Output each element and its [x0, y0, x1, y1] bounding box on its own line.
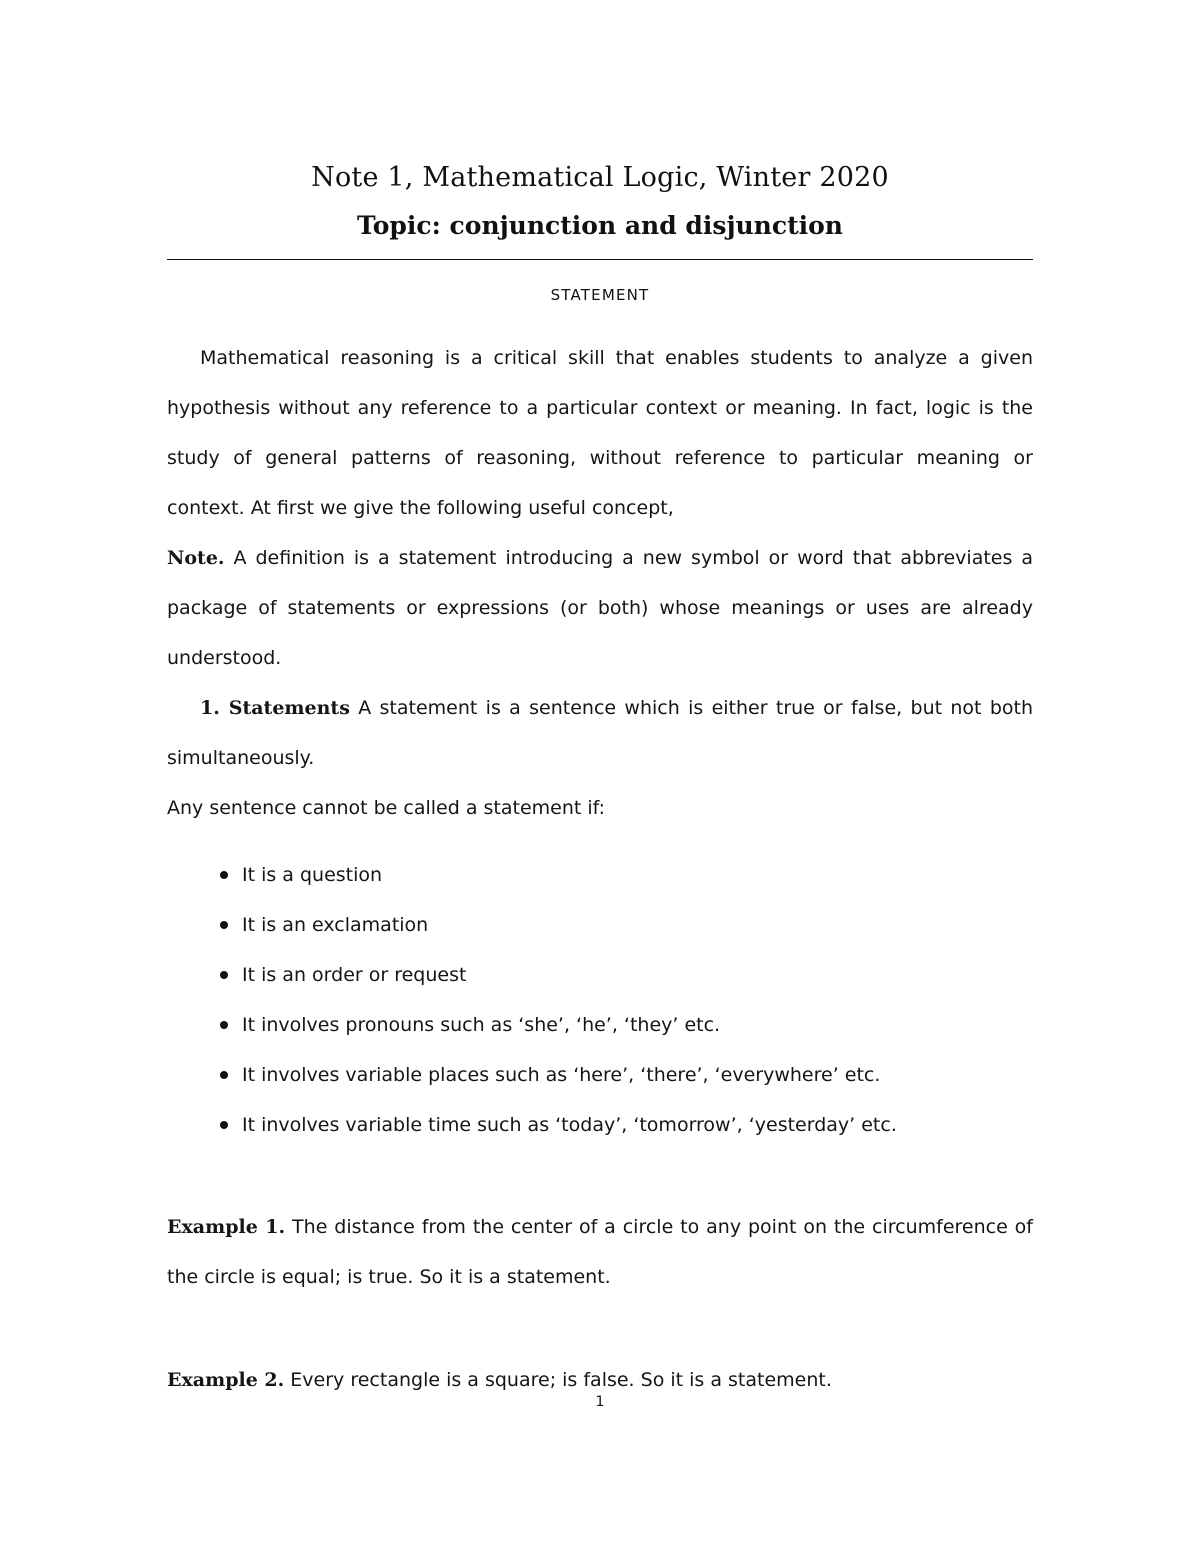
intro-paragraph: Mathematical reasoning is a critical skill that enables students to analyze a given hypothesis without any reference to a particular context or meaning. In fact, logic is the study of general patterns of reasoning, without reference to particular meaning or context. At first we give the following useful concept, [167, 347, 1033, 519]
title-block [167, 160, 1033, 243]
list-item: It involves variable places such as ‘here’, ‘there’, ‘everywhere’ etc. [218, 1050, 897, 1100]
list-item: It is a question [218, 850, 897, 900]
list-item: It is an exclamation [218, 900, 897, 950]
example-2-label: Example 2. [167, 1369, 285, 1391]
list-item: It involves variable time such as ‘today’, ‘tomorrow’, ‘yesterday’ etc. [218, 1100, 897, 1150]
section-heading: STATEMENT [550, 286, 650, 304]
note-text: A definition is a statement introducing a new symbol or word that abbreviates a package of statements or expressions (or both) whose meanings or uses are already understood. [167, 547, 1033, 669]
statements-text: A statement is a sentence which is either true or false, but not both simultaneously. [167, 697, 1033, 769]
conditions-list [218, 850, 897, 1150]
statements-label: 1. Statements [200, 697, 350, 719]
note-paragraph [167, 533, 1033, 683]
conditions-intro: Any sentence cannot be called a statement if: [167, 797, 606, 819]
list-item: It involves pronouns such as ‘she’, ‘he’, ‘they’ etc. [218, 1000, 897, 1050]
statements-paragraph [167, 683, 1033, 783]
list-item: It is an order or request [218, 950, 897, 1000]
example-2-text: Every rectangle is a square; is false. So it is a statement. [284, 1369, 832, 1391]
horizontal-rule [167, 259, 1033, 260]
page-title: Note 1, Mathematical Logic, Winter 2020 [311, 162, 889, 193]
example-1-label: Example 1. [167, 1216, 286, 1238]
example-1-text: The distance from the center of a circle to any point on the circumference of the circle is equal; is true. So it is a statement. [167, 1216, 1033, 1288]
page-number: 1 [595, 1394, 605, 1410]
note-label: Note. [167, 547, 225, 569]
topic-subtitle: Topic: conjunction and disjunction [357, 211, 843, 240]
example-1 [167, 1202, 1033, 1302]
